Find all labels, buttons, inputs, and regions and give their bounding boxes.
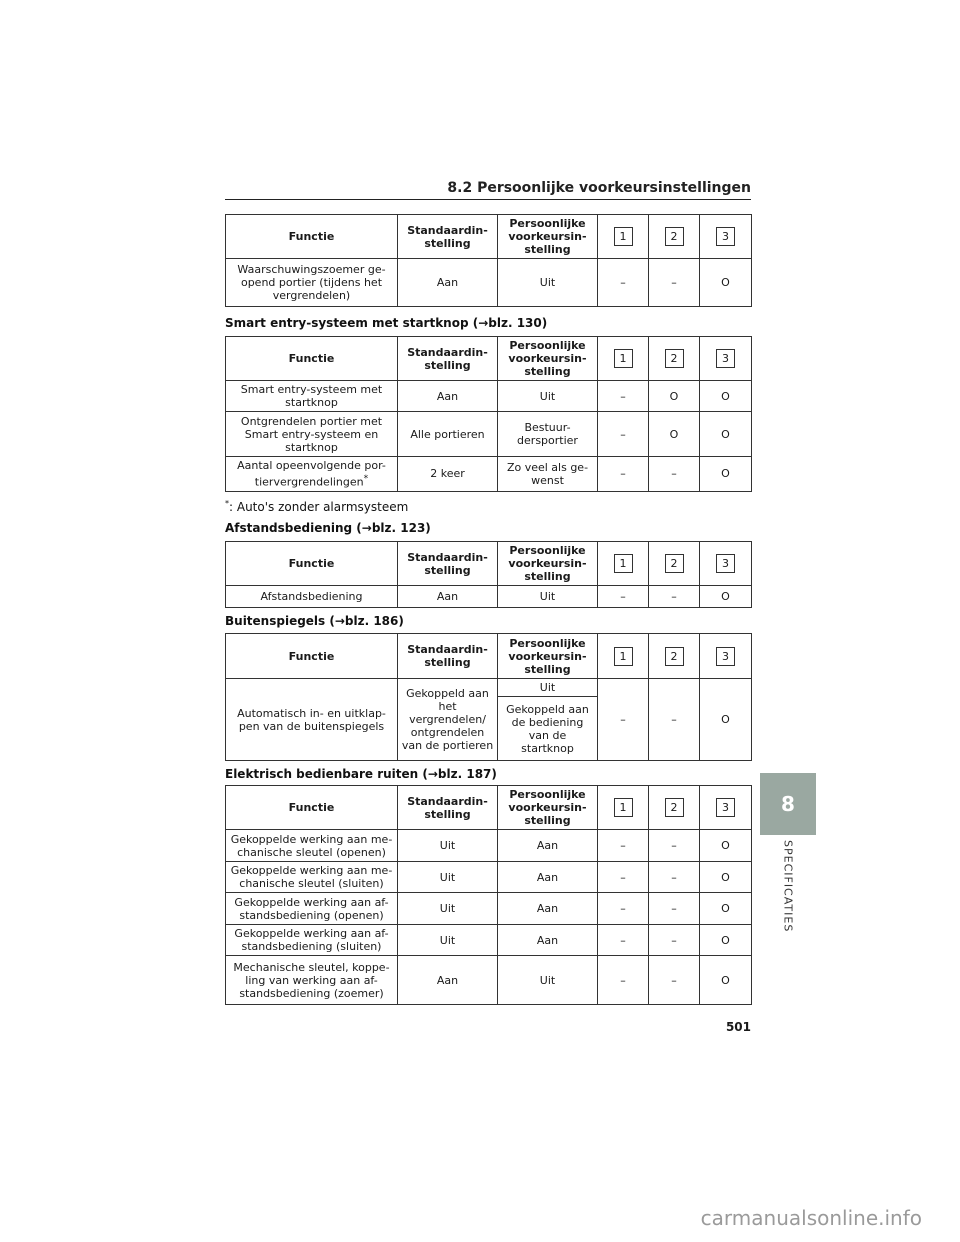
- cell-col-2: –: [649, 925, 700, 956]
- header-col-1: [598, 634, 649, 679]
- circled-number-1: 1: [614, 349, 633, 368]
- header-col-2: [649, 634, 700, 679]
- table-row: [226, 956, 752, 1005]
- cell-functie: Automatisch in- en uitklap-pen van de buitenspiegels: [226, 679, 398, 761]
- header-rule: [225, 199, 751, 200]
- cell-standaard: Aan: [398, 259, 498, 307]
- header-col-2: [649, 337, 700, 381]
- cell-col-2: –: [649, 862, 700, 893]
- header-standaard: Standaardin-stelling: [398, 542, 498, 586]
- cell-standaard: Aan: [398, 586, 498, 608]
- footnote-text: : Auto's zonder alarmsysteem: [229, 500, 409, 514]
- header-persoonlijk: Persoonlijke voorkeursin-stelling: [498, 634, 598, 679]
- circled-number-1: 1: [614, 647, 633, 666]
- header-col-1: [598, 542, 649, 586]
- cell-col-3: O: [700, 956, 752, 1005]
- chapter-tab[interactable]: 8: [760, 773, 816, 835]
- cell-col-3: O: [700, 893, 752, 925]
- cell-persoonlijk: Aan: [498, 830, 598, 862]
- header-functie: Functie: [226, 786, 398, 830]
- header-functie: Functie: [226, 337, 398, 381]
- header-functie: Functie: [226, 634, 398, 679]
- cell-standaard: Alle portieren: [398, 412, 498, 457]
- cell-persoonlijk: Uit: [498, 259, 598, 307]
- table-header-row: [226, 542, 752, 586]
- cell-standaard: Uit: [398, 925, 498, 956]
- circled-number-3: 3: [716, 798, 735, 817]
- cell-col-1: –: [598, 381, 649, 412]
- table-header-row: [226, 634, 752, 679]
- circled-number-1: 1: [614, 798, 633, 817]
- circled-number-3: 3: [716, 227, 735, 246]
- header-col-3: [700, 215, 752, 259]
- table-header-row: [226, 215, 752, 259]
- table-row: [226, 862, 752, 893]
- cell-functie: Gekoppelde werking aan me-chanische sleutel (sluiten): [226, 862, 398, 893]
- section-heading-windows: Elektrisch bedienbare ruiten (→blz. 187): [225, 767, 497, 781]
- cell-col-1: –: [598, 457, 649, 492]
- page-header-title: 8.2 Persoonlijke voorkeursinstellingen: [447, 180, 751, 196]
- cell-col-1: –: [598, 679, 649, 761]
- header-functie: Functie: [226, 542, 398, 586]
- circled-number-1: 1: [614, 227, 633, 246]
- cell-col-1: –: [598, 412, 649, 457]
- cell-col-3: O: [700, 830, 752, 862]
- table-row: [226, 893, 752, 925]
- cell-standaard: Uit: [398, 830, 498, 862]
- circled-number-1: 1: [614, 554, 633, 573]
- header-functie: Functie: [226, 215, 398, 259]
- header-col-3: [700, 634, 752, 679]
- cell-col-1: –: [598, 956, 649, 1005]
- header-col-1: [598, 786, 649, 830]
- header-col-2: [649, 786, 700, 830]
- cell-functie: Smart entry-systeem met startknop: [226, 381, 398, 412]
- cell-col-2: –: [649, 259, 700, 307]
- chapter-label-wrap: [764, 840, 812, 960]
- cell-col-2: –: [649, 679, 700, 761]
- circled-number-3: 3: [716, 647, 735, 666]
- header-col-2: [649, 542, 700, 586]
- circled-number-2: 2: [665, 227, 684, 246]
- cell-col-3: O: [700, 925, 752, 956]
- table-row: [226, 381, 752, 412]
- cell-col-1: –: [598, 830, 649, 862]
- cell-col-1: –: [598, 925, 649, 956]
- watermark: carmanualsonline.info: [700, 1206, 922, 1230]
- header-col-3: [700, 542, 752, 586]
- header-standaard: Standaardin-stelling: [398, 634, 498, 679]
- cell-col-3: O: [700, 862, 752, 893]
- cell-persoonlijk: Uit: [498, 956, 598, 1005]
- cell-col-2: –: [649, 457, 700, 492]
- cell-standaard: 2 keer: [398, 457, 498, 492]
- footnote-mark: *: [225, 499, 229, 508]
- cell-functie: Gekoppelde werking aan af-standsbediening (openen): [226, 893, 398, 925]
- section-heading-remote: Afstandsbediening (→blz. 123): [225, 521, 431, 535]
- cell-persoonlijk-option-1: Uit: [498, 679, 598, 697]
- header-col-3: [700, 337, 752, 381]
- cell-functie: [226, 457, 398, 492]
- table-row: [226, 259, 752, 307]
- chapter-label: SPECIFICATIES: [781, 840, 795, 933]
- cell-persoonlijk: Aan: [498, 925, 598, 956]
- cell-col-2: O: [649, 381, 700, 412]
- footnote: [225, 499, 408, 514]
- cell-persoonlijk: Uit: [498, 381, 598, 412]
- cell-standaard: Aan: [398, 956, 498, 1005]
- cell-col-1: –: [598, 586, 649, 608]
- cell-persoonlijk: Aan: [498, 862, 598, 893]
- circled-number-2: 2: [665, 647, 684, 666]
- cell-col-3: O: [700, 381, 752, 412]
- cell-functie: Afstandsbediening: [226, 586, 398, 608]
- table-row: [226, 412, 752, 457]
- cell-standaard: Uit: [398, 893, 498, 925]
- cell-persoonlijk: Bestuur-dersportier: [498, 412, 598, 457]
- table-header-row: [226, 786, 752, 830]
- cell-col-3: O: [700, 259, 752, 307]
- circled-number-2: 2: [665, 554, 684, 573]
- circled-number-3: 3: [716, 349, 735, 368]
- cell-standaard: Gekoppeld aan het vergrendelen/ ontgrendelen van de portieren: [398, 679, 498, 761]
- table-remote: [225, 541, 752, 608]
- header-persoonlijk: Persoonlijke voorkeursin-stelling: [498, 786, 598, 830]
- cell-col-2: –: [649, 893, 700, 925]
- cell-functie: Waarschuwingszoemer ge-opend portier (tijdens het vergrendelen): [226, 259, 398, 307]
- cell-persoonlijk: Zo veel als ge-wenst: [498, 457, 598, 492]
- header-col-1: [598, 337, 649, 381]
- cell-persoonlijk: Aan: [498, 893, 598, 925]
- section-heading-mirrors: Buitenspiegels (→blz. 186): [225, 614, 404, 628]
- cell-functie: Gekoppelde werking aan af-standsbediening (sluiten): [226, 925, 398, 956]
- circled-number-2: 2: [665, 349, 684, 368]
- header-col-3: [700, 786, 752, 830]
- cell-functie: Gekoppelde werking aan me-chanische sleutel (openen): [226, 830, 398, 862]
- header-standaard: Standaardin-stelling: [398, 215, 498, 259]
- cell-persoonlijk: Uit: [498, 586, 598, 608]
- cell-persoonlijk-option-2: Gekoppeld aan de bediening van de startknop: [498, 697, 598, 761]
- header-col-1: [598, 215, 649, 259]
- cell-col-1: –: [598, 259, 649, 307]
- cell-col-1: –: [598, 862, 649, 893]
- cell-col-3: O: [700, 679, 752, 761]
- cell-col-2: –: [649, 830, 700, 862]
- table-power-windows: [225, 785, 752, 1005]
- table-header-row: [226, 337, 752, 381]
- header-persoonlijk: Persoonlijke voorkeursin-stelling: [498, 337, 598, 381]
- table-door-open-buzzer: [225, 214, 752, 307]
- header-col-2: [649, 215, 700, 259]
- cell-col-2: –: [649, 956, 700, 1005]
- footnote-mark: *: [363, 473, 369, 484]
- table-smart-entry: [225, 336, 752, 492]
- table-row: [226, 679, 752, 697]
- cell-standaard: Uit: [398, 862, 498, 893]
- cell-functie: Ontgrendelen portier met Smart entry-systeem en startknop: [226, 412, 398, 457]
- circled-number-2: 2: [665, 798, 684, 817]
- header-persoonlijk: Persoonlijke voorkeursin-stelling: [498, 215, 598, 259]
- cell-functie: Mechanische sleutel, koppe-ling van werking aan af-standsbediening (zoemer): [226, 956, 398, 1005]
- header-standaard: Standaardin-stelling: [398, 337, 498, 381]
- page-number: 501: [725, 1020, 751, 1034]
- section-heading-smart-entry: Smart entry-systeem met startknop (→blz. 130): [225, 316, 548, 330]
- cell-col-3: O: [700, 586, 752, 608]
- cell-functie-text: Aantal opeenvolgende por-tiervergrendelingen: [237, 459, 386, 489]
- table-row: [226, 457, 752, 492]
- cell-col-2: O: [649, 412, 700, 457]
- table-row: [226, 830, 752, 862]
- header-persoonlijk: Persoonlijke voorkeursin-stelling: [498, 542, 598, 586]
- cell-col-3: O: [700, 412, 752, 457]
- table-mirrors: [225, 633, 752, 761]
- cell-col-1: –: [598, 893, 649, 925]
- table-row: [226, 925, 752, 956]
- circled-number-3: 3: [716, 554, 735, 573]
- cell-col-2: –: [649, 586, 700, 608]
- header-standaard: Standaardin-stelling: [398, 786, 498, 830]
- cell-col-3: O: [700, 457, 752, 492]
- table-row: [226, 586, 752, 608]
- cell-standaard: Aan: [398, 381, 498, 412]
